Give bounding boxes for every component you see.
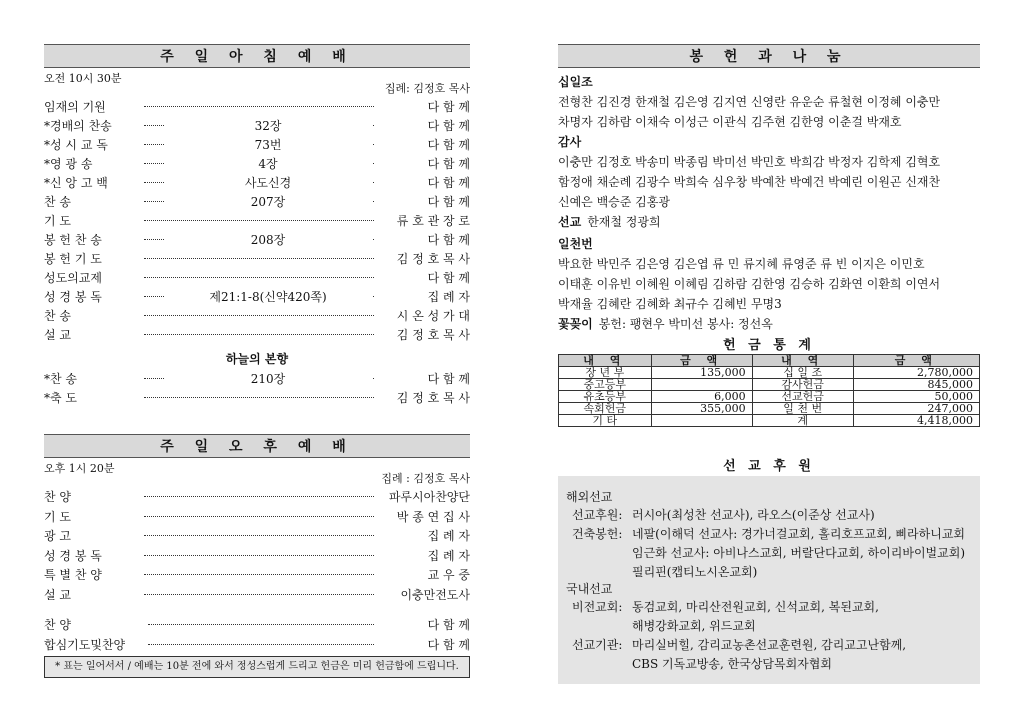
order-label: *영 광 송	[44, 157, 93, 171]
offering-names: 신예은 백승준 김홍광	[558, 195, 670, 209]
order-row	[44, 370, 470, 388]
stats-cell: 중고등부	[559, 379, 652, 391]
offering-inline-line	[558, 314, 773, 334]
order-row	[44, 193, 470, 211]
offering-names: 함정애 채순례 김광수 박희숙 심우창 박예찬 박예건 박예린 이원곤 신재찬	[558, 175, 941, 189]
afternoon-service	[44, 434, 470, 684]
order-row	[44, 269, 470, 287]
offering-names: 전형찬 김진경 한재철 김은영 김지연 신영란 유운순 류철현 이정혜 이충만	[558, 95, 941, 109]
offering-inline-line	[558, 212, 661, 232]
stats-header: 내 역	[559, 355, 652, 367]
order-row	[44, 326, 470, 344]
mission-text: 필리핀(캡티노시온교회)	[632, 565, 758, 579]
leader-dots	[144, 334, 374, 335]
order-row	[44, 174, 470, 192]
domestic-head: 국내선교	[566, 582, 613, 596]
order-person: 교 우 중	[424, 566, 470, 583]
leader-dots	[144, 496, 374, 497]
mission-text: 동검교회, 마리산전원교회, 신석교회, 복된교회,	[632, 600, 879, 614]
mission-text: CBS 기독교방송, 한국상담목회자협회	[632, 657, 832, 671]
stats-header: 금 액	[853, 355, 979, 367]
order-row	[44, 616, 470, 634]
mission-text: 마리실버힐, 감리교농촌선교훈련원, 감리교고난함께,	[632, 638, 907, 652]
order-person: 다 함 께	[424, 616, 470, 633]
order-person: 파루시아찬양단	[385, 488, 470, 505]
leader-dots	[144, 258, 374, 259]
mission-label: 선교기관:	[572, 638, 623, 652]
stats-cell: 계	[752, 415, 853, 427]
order-row	[44, 250, 470, 268]
morning-leader: 집례: 김정호 목사	[384, 82, 470, 95]
order-detail: 32장	[164, 117, 372, 134]
leader-dots	[144, 220, 374, 221]
leader-dots	[144, 315, 374, 316]
morning-title: 주 일 아 침 예 배	[44, 44, 470, 68]
leader-dots	[144, 555, 374, 556]
offering-names: 봉헌: 팽현우 박미선 봉사: 정선옥	[598, 317, 773, 331]
order-person: 다 함 께	[424, 370, 470, 387]
stats-cell: 6,000	[651, 391, 752, 403]
order-detail: 208장	[164, 231, 372, 248]
stats-cell: 속회헌금	[559, 403, 652, 415]
offering-section-head: 감사	[558, 135, 582, 149]
order-label: *찬 송	[44, 372, 77, 386]
order-detail: 210장	[164, 370, 372, 387]
stats-cell: 십 일 조	[752, 367, 853, 379]
order-person: 시 온 성 가 대	[393, 307, 470, 324]
offering-section-head: 일천번	[558, 237, 593, 251]
order-person: 다 함 께	[424, 155, 470, 172]
leader-dots	[144, 277, 374, 278]
stats-cell	[651, 415, 752, 427]
stats-cell: 355,000	[651, 403, 752, 415]
mission-text: 네팔(이해덕 선교사: 경가너걸교회, 홀리호프교회, 삐라하니교회	[632, 527, 966, 541]
mission-box	[558, 476, 980, 684]
offering-names: 이충만 김정호 박송미 박종림 박미선 박민호 박희감 박정자 김학제 김혁호	[558, 155, 941, 169]
afternoon-title: 주 일 오 후 예 배	[44, 434, 470, 458]
offering-names: 한재철 정광희	[587, 215, 661, 229]
order-label: 임재의 기원	[44, 100, 106, 114]
offering-names: 차명자 김하람 이채숙 이성근 이관식 김주현 김한영 이춘걸 박재호	[558, 115, 902, 129]
offering-section-head: 선교	[558, 215, 582, 229]
order-person: 다 함 께	[424, 231, 470, 248]
order-row	[44, 307, 470, 325]
stats-cell: 선교헌금	[752, 391, 853, 403]
offering-section-head: 꽃꽂이	[558, 317, 593, 331]
order-person: 류 호 관 장 로	[393, 212, 470, 229]
stats-cell: 845,000	[853, 379, 979, 391]
order-label: 설 교	[44, 587, 71, 602]
order-detail: 73번	[164, 136, 372, 153]
order-person: 박 종 연 집 사	[393, 508, 470, 525]
order-label: 성도의교제	[44, 271, 102, 285]
stats-cell: 유초등부	[559, 391, 652, 403]
stats-row	[559, 403, 980, 415]
mission-text: 임근화 선교사: 아비나스교회, 버랄단다교회, 하이리바이벌교회)	[632, 546, 966, 560]
afternoon-leader: 집례 : 김정호 목사	[381, 472, 470, 485]
order-person: 다 함 께	[424, 117, 470, 134]
sending-title: 하늘의 본향	[225, 352, 289, 366]
note-box	[44, 656, 470, 678]
order-label: 기 도	[44, 509, 71, 524]
stats-row	[559, 367, 980, 379]
offering-names: 박요한 박민주 김은영 김은엽 류 민 류지혜 류영준 류 빈 이지은 이민호	[558, 257, 925, 271]
service-note: * 표는 일어서서 / 예배는 10분 전에 와서 정성스럽게 드리고 헌금은 미리 헌금함에 드립니다.	[55, 661, 459, 672]
order-person: 김 정 호 목 사	[393, 389, 470, 406]
leader-dots	[144, 594, 374, 595]
order-row	[44, 566, 470, 584]
order-row	[44, 508, 470, 526]
order-row	[44, 136, 470, 154]
order-label: 성 경 봉 독	[44, 290, 102, 304]
order-label: 합심기도및찬양	[44, 637, 126, 652]
order-label: *경배의 찬송	[44, 119, 112, 133]
order-label: 기 도	[44, 214, 71, 228]
stats-cell: 장 년 부	[559, 367, 652, 379]
mission-label: 건축봉헌:	[572, 527, 623, 541]
stats-cell: 기 타	[559, 415, 652, 427]
stats-row	[559, 379, 980, 391]
order-label: 봉 헌 기 도	[44, 252, 102, 266]
order-person: 다 함 께	[424, 269, 470, 286]
stats-cell: 일 천 번	[752, 403, 853, 415]
order-person: 집 례 자	[424, 547, 470, 564]
mission-label: 선교후원:	[572, 508, 623, 522]
order-person: 김 정 호 목 사	[393, 250, 470, 267]
order-row	[44, 586, 470, 604]
order-label: 찬 양	[44, 490, 71, 504]
stats-header: 내 역	[752, 355, 853, 367]
order-label: 찬 송	[44, 309, 71, 323]
order-row	[44, 488, 470, 506]
stats-cell: 50,000	[853, 391, 979, 403]
morning-service	[44, 44, 470, 414]
stats-header: 금 액	[651, 355, 752, 367]
order-row	[44, 98, 470, 116]
mission-label: 비전교회:	[572, 600, 623, 614]
order-label: 특 별 찬 양	[44, 568, 102, 582]
order-person: 이충만전도사	[396, 586, 470, 603]
offering-names: 박재율 김혜란 김혜화 최규수 김혜빈 무명3	[558, 297, 782, 311]
leader-dots	[144, 574, 374, 575]
order-row	[44, 288, 470, 306]
mission-text: 해병강화교회, 위드교회	[632, 619, 756, 633]
offering-title: 봉 헌 과 나 눔	[558, 44, 980, 68]
order-person: 집 례 자	[424, 288, 470, 305]
leader-dots	[144, 535, 374, 536]
stats-row	[559, 391, 980, 403]
stats-cell: 247,000	[853, 403, 979, 415]
mission-title: 선 교 후 원	[723, 459, 815, 474]
order-row	[44, 547, 470, 565]
order-person: 다 함 께	[424, 174, 470, 191]
leader-dots	[148, 624, 374, 625]
order-detail: 제21:1-8(신약420쪽)	[164, 288, 372, 305]
order-detail: 4장	[164, 155, 372, 172]
offering-stats-table	[558, 354, 980, 427]
order-label: 성 경 봉 독	[44, 548, 102, 563]
order-label: *성 시 교 독	[44, 138, 108, 152]
stats-title: 헌 금 통 계	[723, 338, 815, 353]
offering-panel	[558, 44, 980, 334]
order-person: 다 함 께	[424, 636, 470, 653]
leader-dots	[148, 644, 374, 645]
order-row	[44, 155, 470, 173]
order-detail: 207장	[164, 193, 372, 210]
leader-dots	[144, 397, 374, 398]
order-person: 다 함 께	[424, 98, 470, 115]
stats-cell: 감사헌금	[752, 379, 853, 391]
order-label: 봉 헌 찬 송	[44, 233, 102, 247]
stats-header-row	[559, 355, 980, 367]
stats-cell: 4,418,000	[853, 415, 979, 427]
order-person: 다 함 께	[424, 136, 470, 153]
morning-time: 오전 10시 30분	[44, 72, 122, 85]
order-person: 다 함 께	[424, 193, 470, 210]
stats-row	[559, 415, 980, 427]
order-person: 집 례 자	[424, 527, 470, 544]
leader-dots	[144, 106, 374, 107]
order-label: *축 도	[44, 391, 77, 405]
order-row	[44, 212, 470, 230]
order-detail: 사도신경	[164, 174, 372, 191]
order-row	[44, 117, 470, 135]
order-label: 찬 송	[44, 195, 71, 209]
stats-cell: 135,000	[651, 367, 752, 379]
mission-text: 러시아(최성찬 선교사), 라오스(이준상 선교사)	[632, 508, 875, 522]
offering-section-head: 십일조	[558, 75, 593, 89]
leader-dots	[144, 516, 374, 517]
stats-cell: 2,780,000	[853, 367, 979, 379]
order-row	[44, 231, 470, 249]
order-label: 광 고	[44, 529, 71, 543]
order-label: *신 앙 고 백	[44, 176, 108, 190]
stats-cell	[651, 379, 752, 391]
order-row	[44, 389, 470, 407]
afternoon-time: 오후 1시 20분	[44, 462, 115, 475]
offering-names: 이태훈 이유빈 이혜원 이혜림 김하람 김한영 김승하 김화연 이환희 이연서	[558, 277, 941, 291]
order-label: 찬 양	[44, 618, 71, 632]
order-row	[44, 636, 470, 654]
order-person: 김 정 호 목 사	[393, 326, 470, 343]
order-row	[44, 527, 470, 545]
order-label: 설 교	[44, 328, 71, 342]
overseas-head: 해외선교	[566, 490, 613, 504]
